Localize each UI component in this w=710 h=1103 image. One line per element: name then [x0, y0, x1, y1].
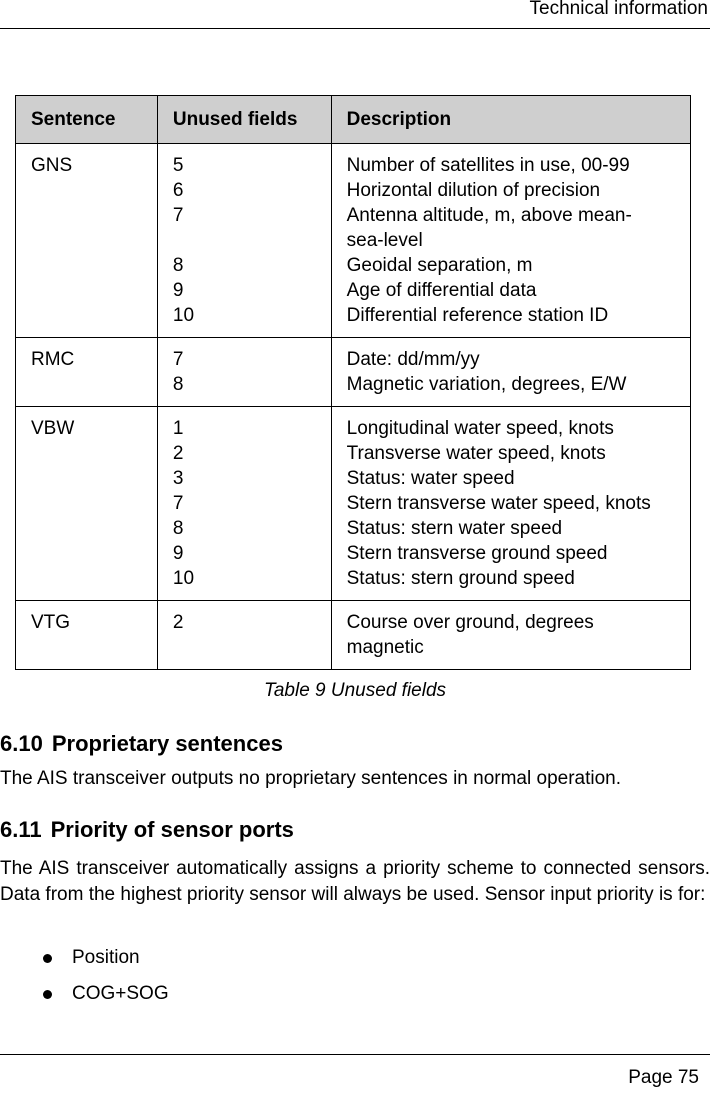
field-number: 2 — [172, 612, 184, 633]
field-description: Age of differential data — [346, 280, 537, 301]
table-header-row — [16, 96, 691, 144]
section-body-priority-of-sensor-ports: The AIS transceiver automatically assigns a priority scheme to connected sensors. Data from the highest priority sensor will always be used. Sensor input priority is for: — [0, 858, 710, 905]
bullet-icon — [43, 990, 52, 999]
sentence-cell: VBW — [16, 407, 158, 601]
field-number: 8 — [172, 374, 184, 395]
fields-cell — [157, 338, 331, 407]
list-item — [43, 976, 169, 1012]
field-description: Status: stern water speed — [346, 518, 563, 539]
fields-cell — [157, 407, 331, 601]
field-number: 9 — [172, 280, 184, 301]
column-header-sentence: Sentence — [16, 96, 158, 144]
field-number: 7 — [172, 205, 184, 226]
description-cell — [331, 407, 690, 601]
sensor-priority-list — [43, 940, 169, 1012]
field-description: Stern transverse ground speed — [346, 543, 608, 564]
field-number: 3 — [172, 468, 184, 489]
section-number: 6.10 — [0, 731, 43, 756]
description-cell — [331, 601, 690, 670]
header-title: Technical information — [529, 0, 708, 19]
table-row — [16, 407, 691, 601]
header-rule — [0, 28, 710, 29]
field-number: 8 — [172, 255, 184, 276]
field-description: sea-level — [346, 230, 423, 251]
field-number: 5 — [172, 155, 184, 176]
field-number: 2 — [172, 443, 184, 464]
field-description: Status: water speed — [346, 468, 515, 489]
field-description: Transverse water speed, knots — [346, 443, 606, 464]
sentence-cell: VTG — [16, 601, 158, 670]
list-item-label: COG+SOG — [72, 983, 169, 1004]
sentence-cell: GNS — [16, 144, 158, 338]
field-description: Magnetic variation, degrees, E/W — [346, 374, 627, 395]
field-description: Longitudinal water speed, knots — [346, 418, 614, 439]
field-number: 7 — [172, 349, 184, 370]
field-description: Differential reference station ID — [346, 305, 609, 326]
bullet-icon — [43, 954, 52, 963]
field-description: Antenna altitude, m, above mean- — [346, 205, 632, 226]
field-description: Horizontal dilution of precision — [346, 180, 601, 201]
field-description: Number of satellites in use, 00-99 — [346, 155, 630, 176]
fields-cell — [157, 144, 331, 338]
field-description: Course over ground, degrees — [346, 612, 594, 633]
sentence-cell: RMC — [16, 338, 158, 407]
table-row — [16, 338, 691, 407]
field-description: Stern transverse water speed, knots — [346, 493, 651, 514]
description-cell — [331, 144, 690, 338]
field-number: 10 — [172, 305, 195, 326]
section-heading-proprietary-sentences — [0, 731, 283, 757]
footer-rule — [0, 1054, 710, 1055]
field-description: Status: stern ground speed — [346, 568, 575, 589]
section-heading-priority-of-sensor-ports — [0, 817, 294, 843]
field-number: 9 — [172, 543, 184, 564]
description-cell — [331, 338, 690, 407]
field-description: Date: dd/mm/yy — [346, 349, 480, 370]
field-number: 7 — [172, 493, 184, 514]
section-title: Proprietary sentences — [51, 731, 283, 756]
field-number: 1 — [172, 418, 184, 439]
table-caption: Table 9 Unused fields — [263, 680, 447, 701]
fields-cell — [157, 601, 331, 670]
section-body-proprietary-sentences: The AIS transceiver outputs no proprietary sentences in normal operation. — [0, 768, 622, 789]
section-number: 6.11 — [0, 817, 42, 842]
field-description: magnetic — [346, 637, 424, 658]
column-header-description: Description — [331, 96, 690, 144]
section-title: Priority of sensor ports — [50, 817, 294, 842]
field-number: 10 — [172, 568, 195, 589]
table-row — [16, 601, 691, 670]
column-header-unused-fields: Unused fields — [157, 96, 331, 144]
unused-fields-table — [15, 95, 691, 670]
field-number — [173, 228, 331, 253]
list-item-label: Position — [72, 947, 140, 968]
list-item — [43, 940, 169, 976]
field-number: 8 — [172, 518, 184, 539]
field-number: 6 — [172, 180, 184, 201]
table-row — [16, 144, 691, 338]
page-number: Page 75 — [628, 1067, 699, 1088]
field-description: Geoidal separation, m — [346, 255, 533, 276]
